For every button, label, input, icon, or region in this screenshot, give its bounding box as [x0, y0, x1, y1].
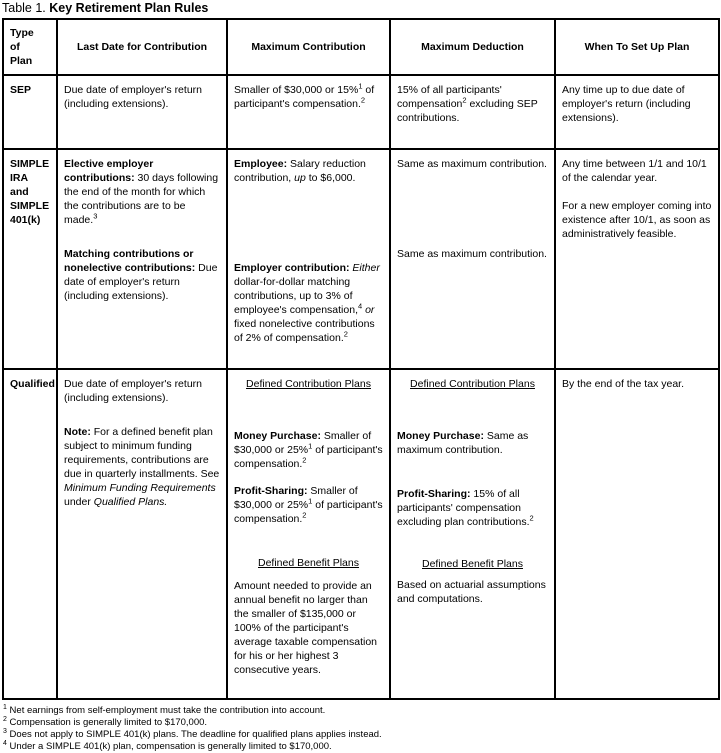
text-run: By the end of the tax year. [562, 378, 684, 390]
text-run: Minimum Funding Requirements [64, 482, 216, 494]
footnote-marker: 4 [358, 301, 363, 311]
footnote-text: Net earnings from self-employment must take the contribution into account. [6, 705, 326, 716]
header-line: Last Date for Contribution [76, 41, 208, 53]
table-row-qualified [3, 369, 719, 699]
header-row [3, 19, 719, 75]
paragraph [64, 83, 220, 111]
text-run: Salary reduction contribution, [234, 158, 366, 184]
paragraph [64, 377, 220, 405]
text-run: Defined Benefit Plans [422, 558, 523, 570]
table-title-prefix: Table 1. [2, 1, 46, 15]
plan-name-line: and [10, 186, 29, 198]
text-run: 15% of all participants' compensation excluding plan contributions. [397, 488, 530, 528]
header-line: When To Set Up Plan [584, 41, 690, 53]
text-run: Profit-Sharing: [397, 488, 471, 500]
cell-simple-type-of-plan [3, 149, 57, 369]
text-run: Smaller of $30,000 or 25% [234, 485, 358, 511]
retirement-plan-rules-table [2, 18, 720, 700]
paragraph [562, 199, 712, 241]
footnote-number: 3 [3, 727, 7, 735]
paragraph [562, 157, 712, 185]
section-heading [234, 556, 383, 570]
paragraph [234, 157, 383, 185]
text-run: Due date of employer's return (including extensions). [64, 262, 218, 302]
text-run: Profit-Sharing: [234, 485, 308, 497]
text-run: under [64, 496, 94, 508]
cell-sep-last-date-for-contribution [57, 75, 227, 149]
paragraph [397, 487, 548, 529]
plan-name-line: SIMPLE [10, 158, 50, 170]
text-run: Either [352, 262, 380, 274]
footnote-number: 2 [3, 715, 7, 723]
column-header-last-date-for-contribution [57, 19, 227, 75]
table-row-sep [3, 75, 719, 149]
text-run: Elective employer contributions: [64, 158, 154, 184]
cell-qualified-last-date-for-contribution [57, 369, 227, 699]
text-run: Same as maximum contribution. [397, 158, 547, 170]
footnote-4 [3, 741, 721, 753]
table-row-simple [3, 149, 719, 369]
paragraph [234, 484, 383, 526]
text-run: Same as maximum contribution. [397, 248, 547, 260]
cell-simple-maximum-deduction [390, 149, 555, 369]
text-run: Due date of employer's return (including extensions). [64, 84, 202, 110]
cell-qualified-when-to-set-up-plan [555, 369, 719, 699]
paragraph [397, 247, 548, 261]
section-heading [397, 377, 548, 391]
text-run: Amount needed to provide an annual benefit no larger than the smaller of $135,000 or 100% of the participant's average taxable compensation for his or her highest 3 consecutive years. [234, 580, 378, 676]
text-run: Qualified Plans. [93, 496, 168, 508]
paragraph [397, 578, 548, 606]
text-run: Due date of employer's return (including extensions). [64, 378, 202, 404]
text-run: Employee: [234, 158, 288, 170]
text-run: Defined Contribution Plans [410, 378, 535, 390]
text-run: For a new employer coming into existence after 10/1, as soon as administratively feasible. [562, 200, 712, 240]
column-header-maximum-contribution [227, 19, 390, 75]
paragraph [64, 425, 220, 509]
paragraph [397, 83, 548, 125]
text-run: of participant's compensation. [234, 499, 383, 525]
cell-simple-last-date-for-contribution [57, 149, 227, 369]
table-title-text: Key Retirement Plan Rules [49, 1, 209, 15]
table-header [3, 19, 719, 75]
header-line: Maximum Deduction [421, 41, 524, 53]
text-run: For a defined benefit plan subject to minimum funding requirements, contributions are due in quarterly installments. See [64, 426, 220, 480]
text-run: up [294, 172, 306, 184]
footnote-marker: 1 [308, 441, 313, 451]
text-run: 15% of all participants' compensation [397, 84, 502, 110]
text-run: Any time between 1/1 and 10/1 of the calendar year. [562, 158, 707, 184]
cell-qualified-type-of-plan [3, 369, 57, 699]
footnote-2 [3, 717, 721, 729]
text-run: to $6,000. [305, 172, 356, 184]
cell-sep-when-to-set-up-plan [555, 75, 719, 149]
text-run: Based on actuarial assumptions and computations. [397, 579, 546, 605]
text-run: Smaller of $30,000 or 25% [234, 430, 372, 456]
column-header-type-of-plan [3, 19, 57, 75]
column-header-when-to-set-up-plan [555, 19, 719, 75]
plan-name-line: SEP [10, 84, 32, 96]
footnote-marker: 2 [302, 510, 307, 520]
header-line: Type [10, 27, 34, 39]
section-heading [397, 557, 548, 571]
cell-sep-type-of-plan [3, 75, 57, 149]
paragraph [562, 377, 712, 391]
cell-sep-maximum-contribution [227, 75, 390, 149]
footnote-marker: 1 [308, 496, 313, 506]
text-run: of participant's compensation. [234, 444, 383, 470]
cell-qualified-maximum-contribution [227, 369, 390, 699]
text-run: Note: [64, 426, 91, 438]
section-heading [234, 377, 383, 391]
footnote-marker: 1 [358, 81, 363, 91]
footnote-marker: 3 [93, 211, 98, 221]
footnote-number: 4 [3, 739, 7, 747]
footnote-marker: 2 [360, 95, 366, 105]
header-line: of [10, 41, 20, 53]
footnote-marker: 2 [462, 95, 467, 105]
paragraph [64, 247, 220, 303]
text-run: dollar-for-dollar matching contributions, up to 3% of employee's compensation, [234, 276, 358, 316]
plan-name-line: SIMPLE [10, 200, 50, 212]
paragraph [234, 429, 383, 471]
footnote-text: Under a SIMPLE 401(k) plan, compensation is generally limited to $170,000. [6, 741, 332, 752]
paragraph [64, 157, 220, 227]
paragraph [397, 429, 548, 457]
cell-sep-maximum-deduction [390, 75, 555, 149]
text-run: or [365, 304, 375, 316]
text-run: Defined Benefit Plans [258, 557, 359, 569]
paragraph [234, 261, 383, 345]
header-line: Plan [10, 55, 33, 67]
text-run: fixed nonelective contributions of 2% of compensation. [234, 318, 375, 344]
text-run: Money Purchase: [234, 430, 321, 442]
text-run: Matching contributions or nonelective contributions: [64, 248, 196, 274]
column-header-maximum-deduction [390, 19, 555, 75]
plan-name-line: Qualified [10, 378, 55, 390]
footnote-text: Does not apply to SIMPLE 401(k) plans. The deadline for qualified plans applies instead. [6, 729, 382, 740]
footnote-3 [3, 729, 721, 741]
paragraph [562, 83, 712, 125]
text-run: Defined Contribution Plans [246, 378, 371, 390]
text-run: Same as maximum contribution. [397, 430, 529, 456]
cell-simple-maximum-contribution [227, 149, 390, 369]
text-run: Money Purchase: [397, 430, 484, 442]
document-page [0, 1, 721, 752]
cell-qualified-maximum-deduction [390, 369, 555, 699]
footnote-number: 1 [3, 703, 7, 711]
plan-name-line: 401(k) [10, 214, 41, 226]
footnote-1 [3, 705, 721, 717]
footnote-text: Compensation is generally limited to $170,000. [6, 717, 208, 728]
text-run: excluding SEP contributions. [397, 98, 538, 124]
paragraph [234, 579, 383, 677]
paragraph [397, 157, 548, 171]
table-title [2, 2, 721, 15]
text-run: Any time up to due date of employer's return (including extensions). [562, 84, 691, 124]
footnote-marker: 2 [343, 329, 348, 339]
text-run: 30 days following the end of the month for which the contributions are to be made. [64, 172, 219, 226]
text-run: Employer contribution: [234, 262, 350, 274]
cell-simple-when-to-set-up-plan [555, 149, 719, 369]
footnotes [3, 705, 721, 753]
footnote-marker: 2 [302, 455, 307, 465]
table-body [3, 75, 719, 699]
text-run: of participant's compensation. [234, 84, 375, 110]
header-line: Maximum Contribution [251, 41, 366, 53]
footnote-marker: 2 [529, 513, 534, 523]
plan-name-line: IRA [10, 172, 29, 184]
paragraph [234, 83, 383, 111]
text-run: Smaller of $30,000 or 15% [234, 84, 359, 96]
